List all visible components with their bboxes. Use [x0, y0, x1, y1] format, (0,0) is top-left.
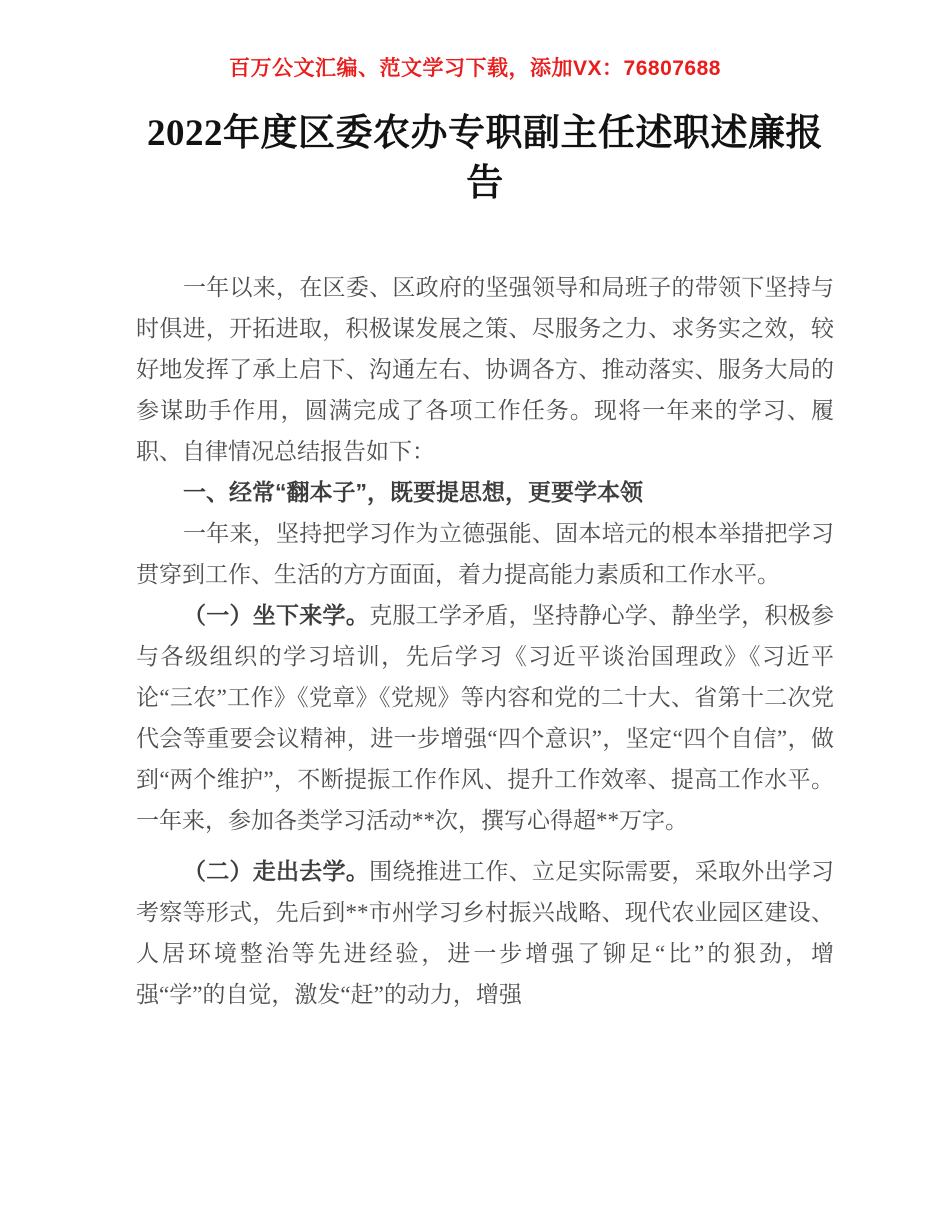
subsection-1-text: 克服工学矛盾，坚持静心学、静坐学，积极参与各级组织的学习培训，先后学习《习近平谈治国理政》《习近平论“三农”工作》《党章》《党规》等内容和党的二十大、省第十二次党代会等重要会议精神，进一步增强“四个意识”，坚定“四个自信”，做到“两个维护”，不断提振工作作风、提升工作效率、提高工作水平。一年来，参加各类学习活动**次，撰写心得超**万字。	[136, 603, 835, 833]
paragraph-study-overview: 一年来，坚持把学习作为立德强能、固本培元的根本举措把学习贯穿到工作、生活的方方面面，着力提高能力素质和工作水平。	[136, 521, 834, 587]
paragraph-subsection-2	[136, 851, 834, 1015]
promo-notice-text: 百万公文汇编、范文学习下载，添加VX：76807688	[229, 57, 721, 80]
paragraph-intro: 一年以来，在区委、区政府的坚强领导和局班子的带领下坚持与时俱进，开拓进取，积极谋发展之策、尽服务之力、求务实之效，较好地发挥了承上启下、沟通左右、协调各方、推动落实、服务大局的参谋助手作用，圆满完成了各项工作任务。现将一年来的学习、履职、自律情况总结报告如下：	[136, 275, 834, 464]
document-body	[136, 267, 834, 1015]
paragraph-subsection-1	[136, 595, 834, 841]
section-heading-1: 一、经常“翻本子”，既要提思想，更要学本领	[183, 479, 643, 505]
subsection-2-label: （二）走出去学。	[183, 858, 370, 884]
document-title: 2022年度区委农办专职副主任述职述廉报告	[147, 113, 823, 204]
subsection-1-label: （一）坐下来学。	[183, 602, 370, 628]
subsection-2-text: 围绕推进工作、立足实际需要，采取外出学习考察等形式，先后到**市州学习乡村振兴战略、现代农业园区建设、人居环境整治等先进经验，进一步增强了铆足“比”的狠劲，增强“学”的自觉，激发“赶”的动力，增强	[136, 859, 835, 1007]
